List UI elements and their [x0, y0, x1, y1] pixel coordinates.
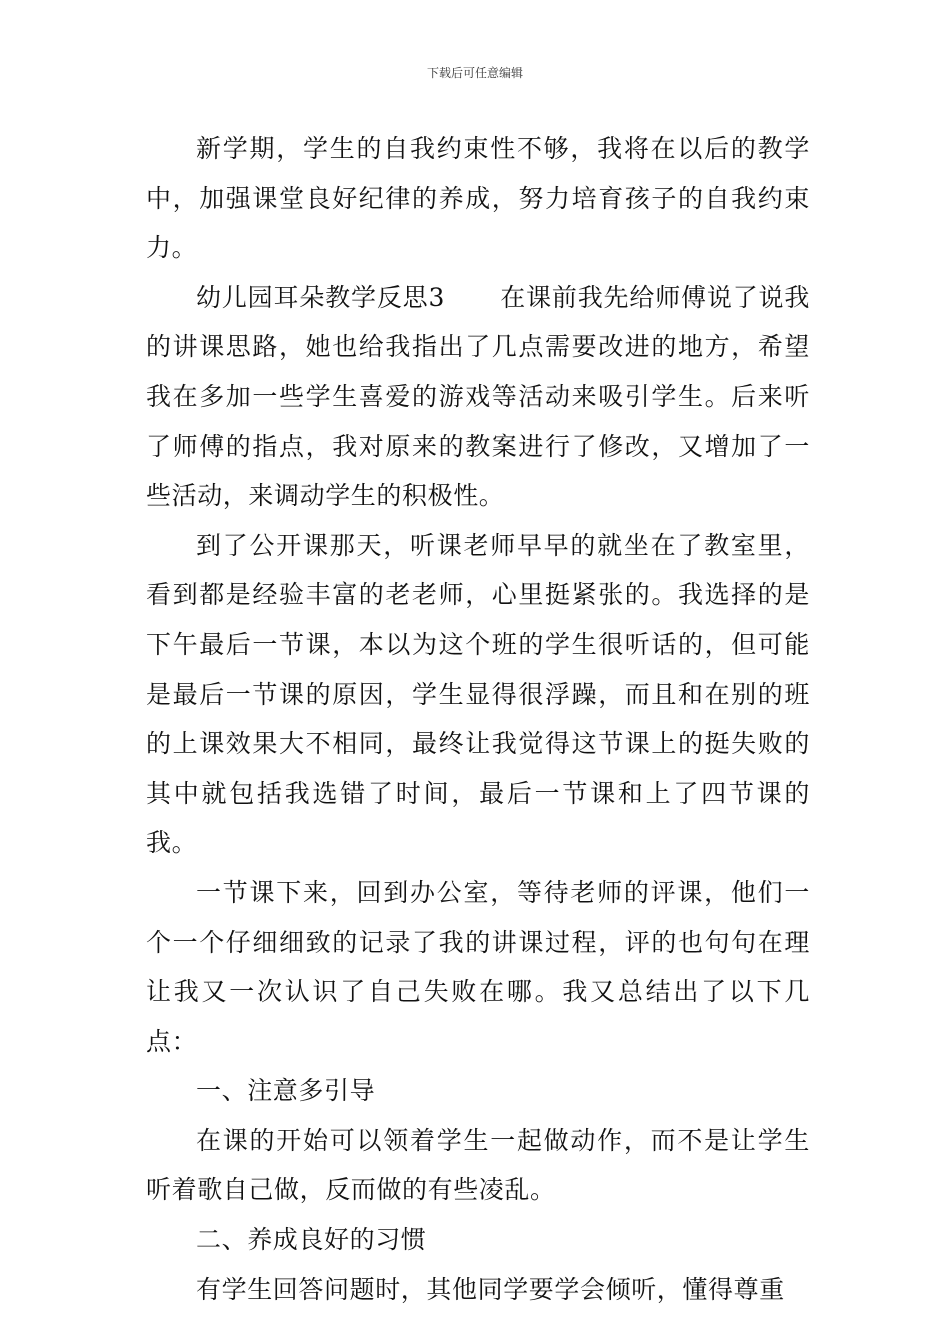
page-header: 下载后可任意编辑 — [426, 66, 523, 80]
section-paragraph — [146, 273, 810, 521]
section-text: 在课前我先给师傅说了说我的讲课思路，她也给我指出了几点需要改进的地方，希望我在多加一些学生喜爱的游戏等活动来吸引学生。后来听了师傅的指点，我对原来的教案进行了修改，又增加了一些活动，来调动学生的积极性。 — [146, 282, 810, 511]
paragraph: 在课的开始可以领着学生一起做动作，而不是让学生听着歌自己做，反而做的有些凌乱。 — [146, 1125, 810, 1205]
paragraph: 有学生回答问题时，其他同学要学会倾听，懂得尊重 — [196, 1274, 785, 1304]
document-body — [146, 124, 810, 1314]
subheading: 二、养成良好的习惯 — [196, 1225, 427, 1255]
paragraph: 新学期，学生的自我约束性不够，我将在以后的教学中，加强课堂良好纪律的养成，努力培育孩子的自我约束力。 — [146, 134, 810, 263]
paragraph: 到了公开课那天，听课老师早早的就坐在了教室里，看到都是经验丰富的老老师，心里挺紧张的。我选择的是下午最后一节课，本以为这个班的学生很听话的，但可能是最后一节课的原因，学生显得很浮躁，而且和在别的班的上课效果大不相同，最终让我觉得这节课上的挺失败的其中就包括我选错了时间，最后一节课和上了四节课的我。 — [146, 530, 810, 858]
section-title: 幼儿园耳朵教学反思3 — [196, 282, 445, 312]
subheading: 一、注意多引导 — [196, 1076, 376, 1106]
paragraph: 一节课下来，回到办公室，等待老师的评课，他们一个一个仔细细致的记录了我的讲课过程，评的也句句在理让我又一次认识了自己失败在哪。我又总结出了以下几点： — [146, 877, 810, 1056]
